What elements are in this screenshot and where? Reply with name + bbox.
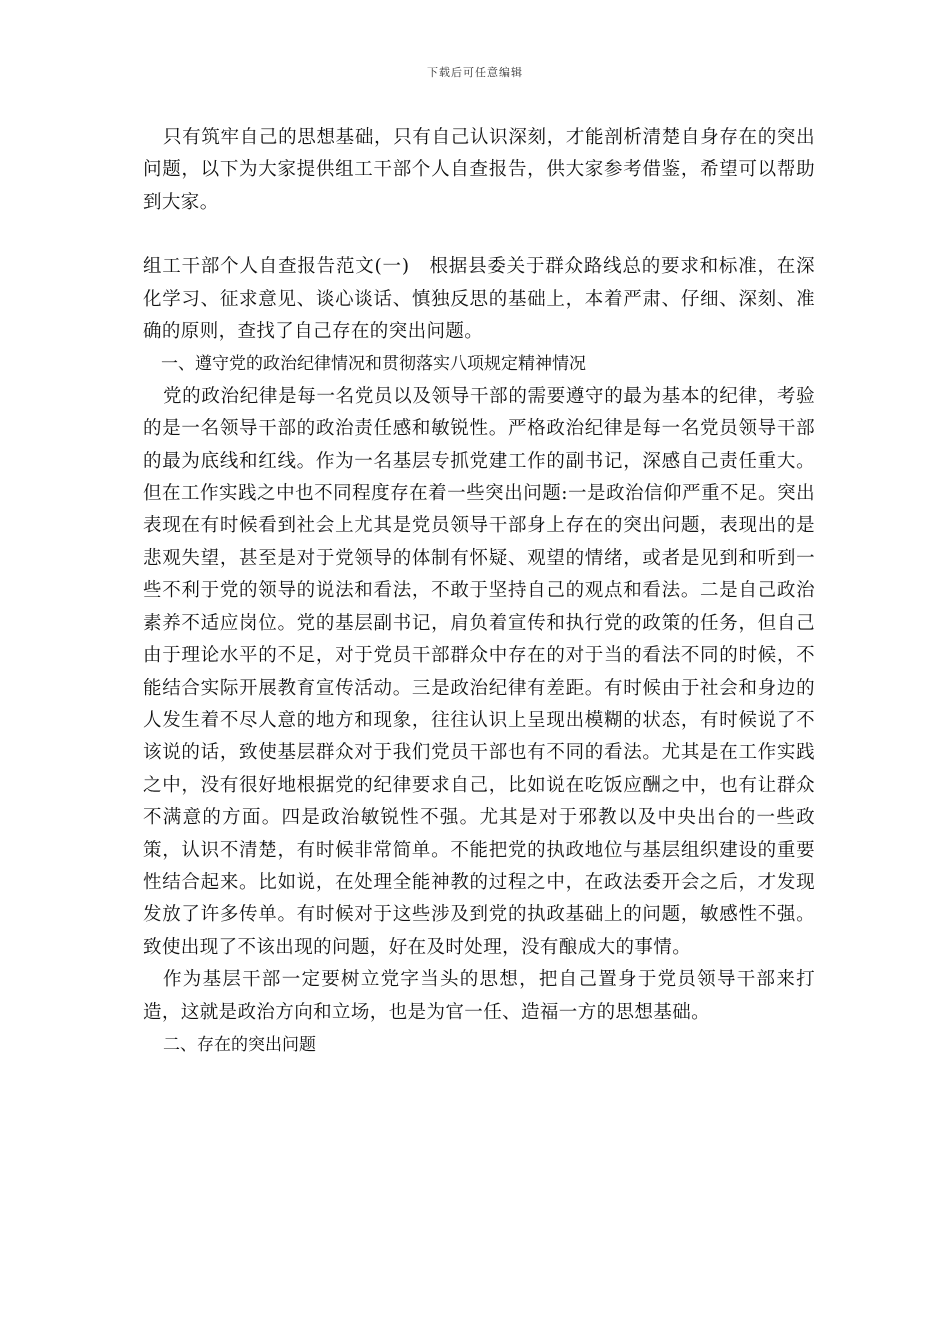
- paragraph-spacer: [143, 219, 815, 251]
- document-body: [143, 122, 815, 1061]
- section-1-conclusion: 作为基层干部一定要树立党字当头的思想，把自己置身于党员领导干部来打造，这就是政治方向和立场，也是为官一任、造福一方的思想基础。: [143, 969, 815, 1023]
- section-heading-1: 一、遵守党的政治纪律情况和贯彻落实八项规定精神情况: [161, 354, 586, 375]
- sample-opening-paragraph: 组工干部个人自查报告范文(一) 根据县委关于群众路线总的要求和标准，在深化学习、征求意见、谈心谈话、慎独反思的基础上，本着严肃、仔细、深刻、准确的原则，查找了自己存在的突出问题。: [143, 256, 815, 343]
- intro-paragraph: 只有筑牢自己的思想基础，只有自己认识深刻，才能剖析清楚自身存在的突出问题，以下为大家提供组工干部个人自查报告，供大家参考借鉴，希望可以帮助到大家。: [143, 127, 815, 213]
- section-heading-2: 二、存在的突出问题: [163, 1034, 316, 1055]
- section-1-body: 党的政治纪律是每一名党员以及领导干部的需要遵守的最为基本的纪律，考验的是一名领导干部的政治责任感和敏锐性。严格政治纪律是每一名党员领导干部的最为底线和红线。作为一名基层专抓党建工作的副书记，深感自己责任重大。但在工作实践之中也不同程度存在着一些突出问题:一是政治信仰严重不足。突出表现在有时候看到社会上尤其是党员领导干部身上存在的突出问题，表现出的是悲观失望，甚至是对于党领导的体制有怀疑、观望的情绪，或者是见到和听到一些不利于党的领导的说法和看法，不敢于坚持自己的观点和看法。二是自己政治素养不适应岗位。党的基层副书记，肩负着宣传和执行党的政策的任务，但自己由于理论水平的不足，对于党员干部群众中存在的对于当的看法不同的时候，不能结合实际开展教育宣传活动。三是政治纪律有差距。有时候由于社会和身边的人发生着不尽人意的地方和现象，往往认识上呈现出模糊的状态，有时候说了不该说的话，致使基层群众对于我们党员干部也有不同的看法。尤其是在工作实践之中，没有很好地根据党的纪律要求自己，比如说在吃饭应酬之中，也有让群众不满意的方面。四是政治敏锐性不强。尤其是对于邪教以及中央出台的一些政策，认识不清楚，有时候非常简单。不能把党的执政地位与基层组织建设的重要性结合起来。比如说，在处理全能神教的过程之中，在政法委开会之后，才发现发放了许多传单。有时候对于这些涉及到党的执政基础上的问题，敏感性不强。致使出现了不该出现的问题，好在及时处理，没有酿成大的事情。: [143, 385, 815, 958]
- page-header-note: 下载后可任意编辑: [427, 66, 523, 79]
